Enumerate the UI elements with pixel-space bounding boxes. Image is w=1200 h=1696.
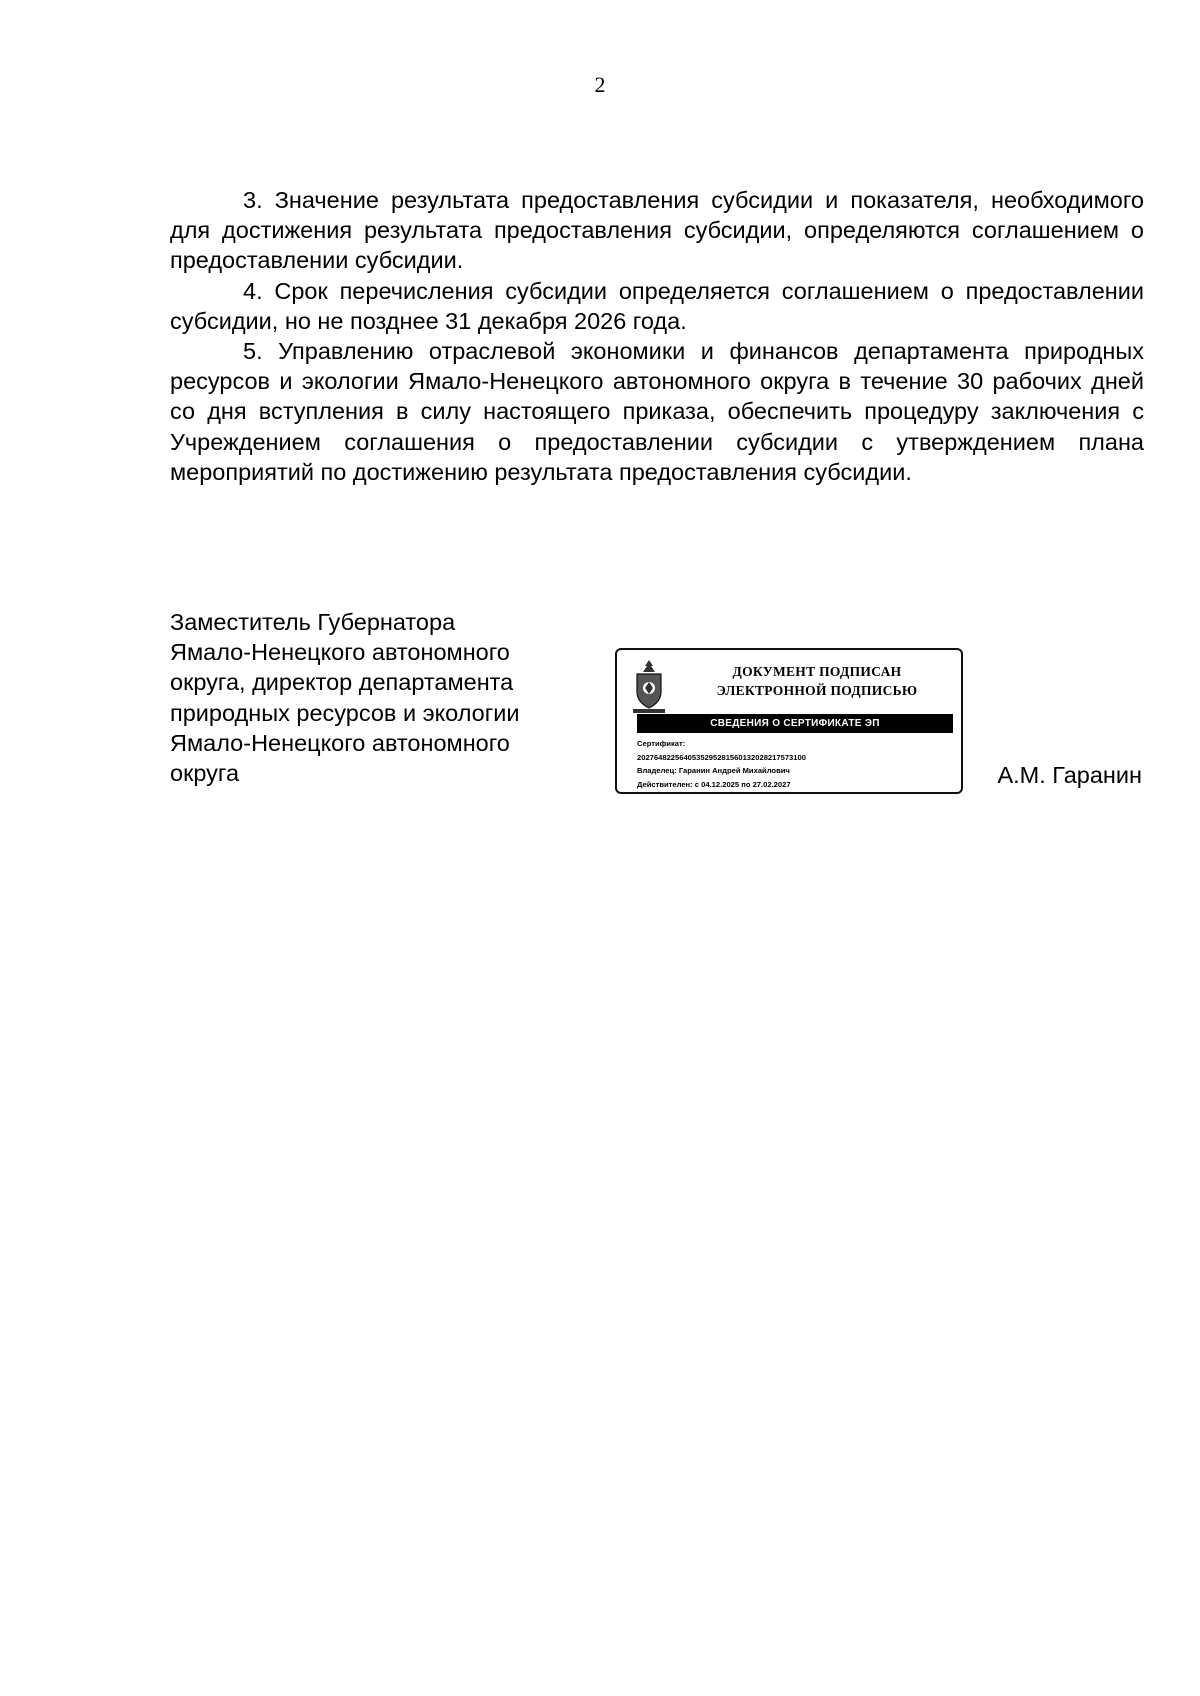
- page-number: 2: [594, 72, 606, 97]
- stamp-title-line: ДОКУМЕНТ ПОДПИСАН: [732, 664, 902, 679]
- signer-position-line: Заместитель Губернатора: [170, 609, 456, 635]
- paragraph-4: 4. Срок перечисления субсидии определяется соглашением о предоставлении субсидии, но не позднее 31 декабря 2026 года.: [170, 277, 1144, 334]
- coat-of-arms-icon: [629, 658, 669, 714]
- signer-position: [170, 607, 590, 788]
- signer-position-line: округа, директор департамента: [170, 669, 514, 696]
- electronic-signature-stamp: [615, 648, 963, 794]
- signer-position-line: Ямало-Ненецкого автономного: [170, 639, 510, 666]
- signer-name: А.М. Гаранин: [997, 762, 1142, 788]
- signer-position-line: Ямало-Ненецкого автономного: [170, 729, 510, 756]
- signer-position-line: природных ресурсов и экологии: [170, 699, 520, 726]
- stamp-title-line: ЭЛЕКТРОННОЙ ПОДПИСЬЮ: [716, 683, 918, 698]
- stamp-certificate-number: 2027648225640535295281560132028217573100: [637, 752, 806, 762]
- stamp-owner: Владелец: Гаранин Андрей Михайлович: [637, 766, 790, 775]
- paragraph-5: 5. Управлению отраслевой экономики и финансов департамента природных ресурсов и экологии Ямало-Ненецкого автономного округа в течение 30 рабочих дней со дня вступления в силу настоящего приказа, обеспечить процедуру заключения с Учреждением соглашения о предоставлении субсидии с утверждением плана мероприятий по достижению результата предоставления субсидии.: [170, 338, 1144, 485]
- stamp-certificate-label: Сертификат:: [637, 739, 686, 748]
- stamp-validity: Действителен: с 04.12.2025 по 27.02.2027: [637, 779, 791, 789]
- document-body: [170, 185, 1144, 487]
- stamp-certificate-details: [637, 737, 957, 791]
- signer-position-line: округа: [170, 760, 240, 787]
- stamp-title: [675, 662, 959, 700]
- stamp-certificate-header: СВЕДЕНИЯ О СЕРТИФИКАТЕ ЭП: [637, 714, 953, 733]
- paragraph-3: 3. Значение результата предоставления субсидии и показателя, необходимого для достижения результата предоставления субсидии, определяются соглашением о предоставлении субсидии.: [170, 187, 1144, 274]
